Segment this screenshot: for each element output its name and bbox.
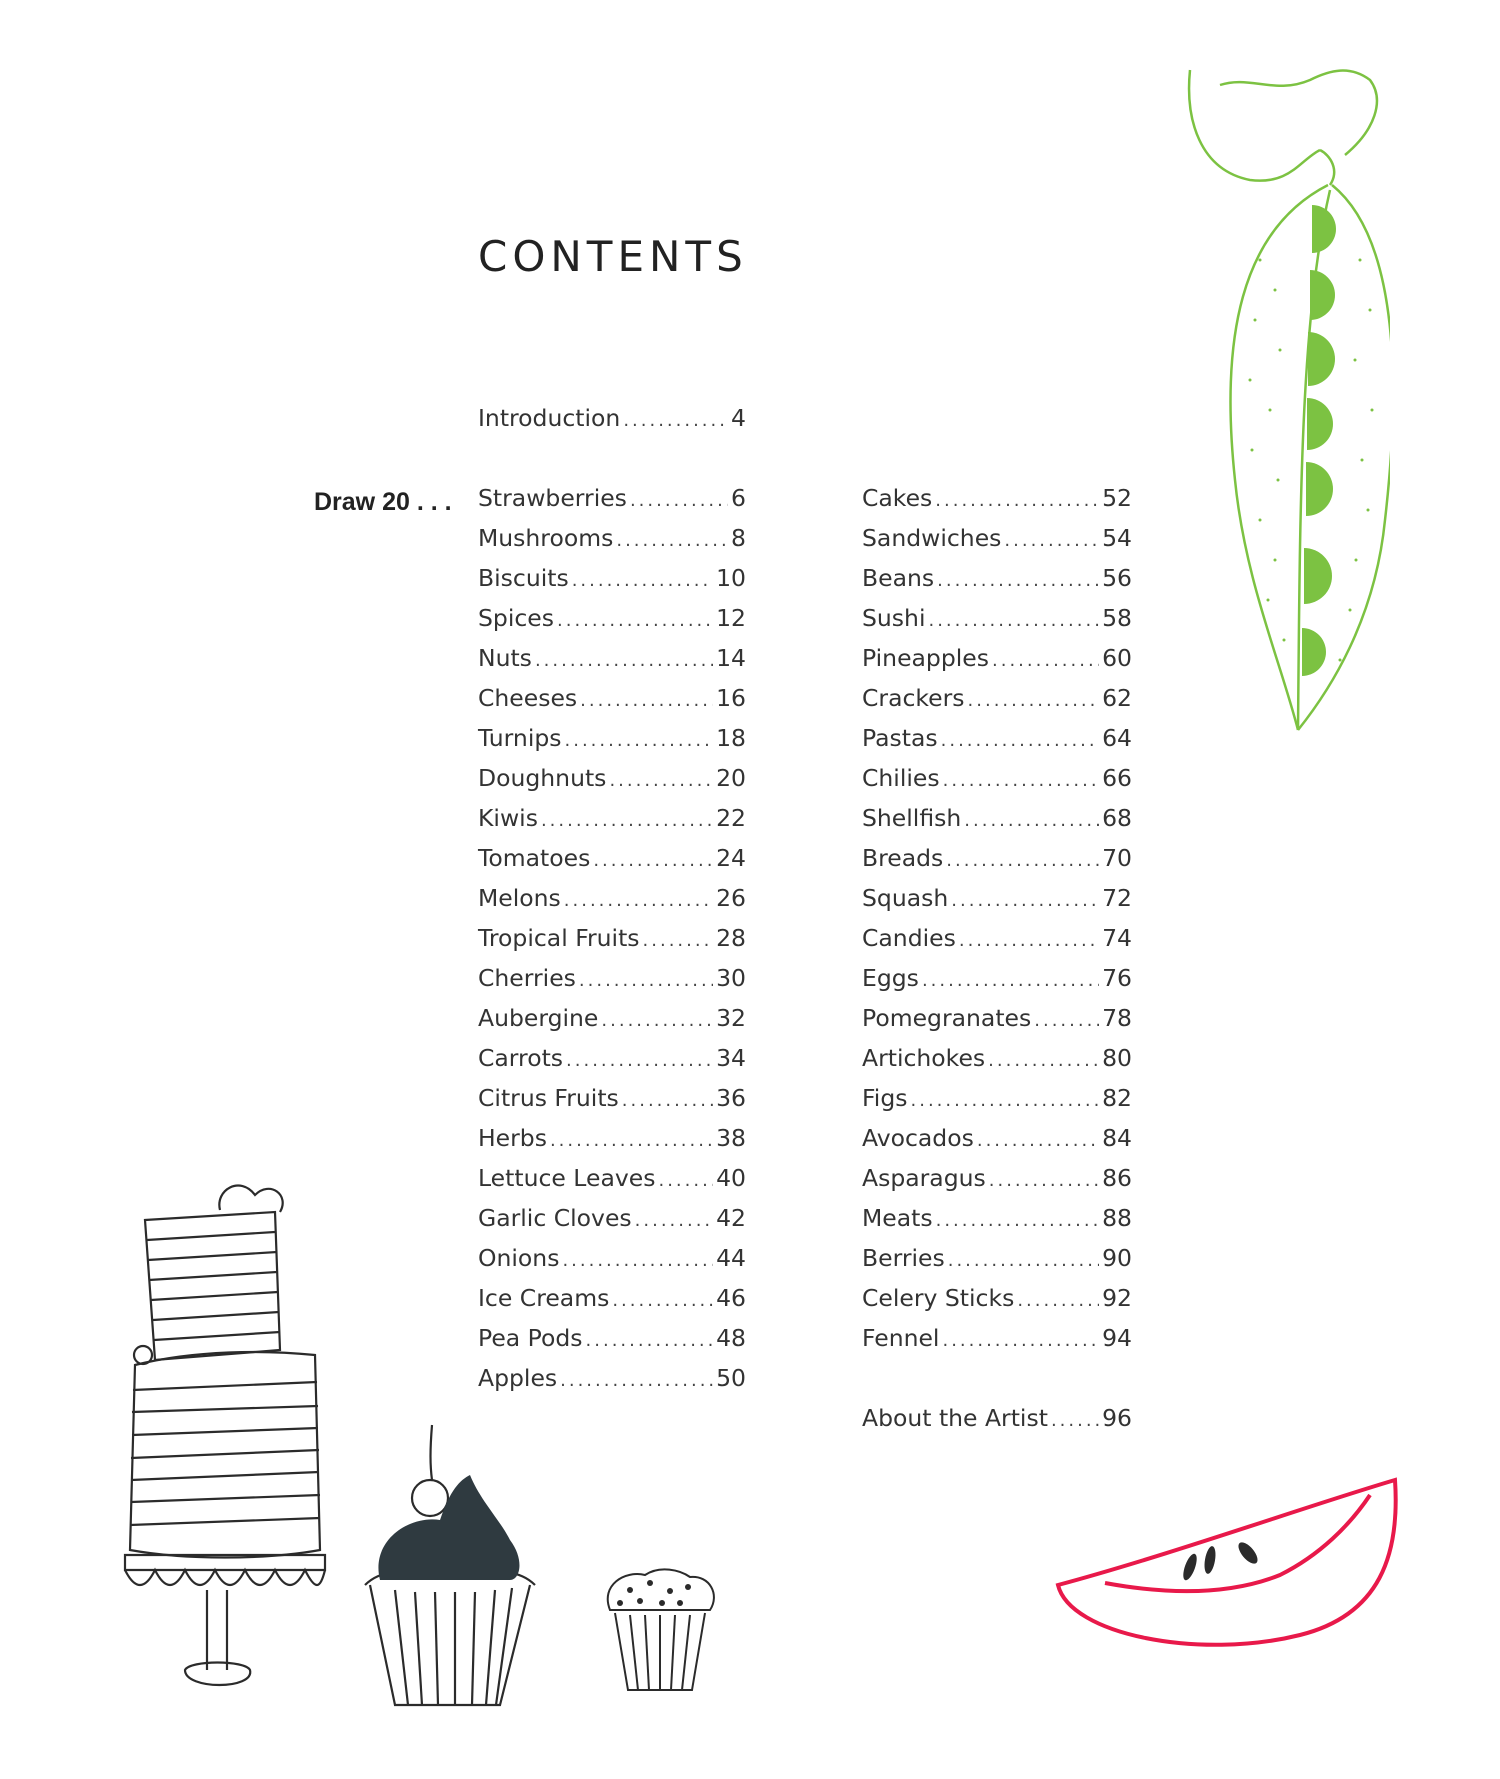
entry-page: 52 <box>1102 484 1132 512</box>
toc-entry-ice-creams[interactable] <box>478 1284 746 1324</box>
entry-page: 18 <box>716 724 746 752</box>
toc-entry-figs[interactable] <box>862 1084 1132 1124</box>
entry-page: 40 <box>716 1164 746 1192</box>
leader-dots <box>565 730 714 751</box>
toc-entry-cheeses[interactable] <box>478 684 746 724</box>
leader-dots <box>616 530 728 551</box>
entry-name: Aubergine <box>478 1004 599 1032</box>
entry-page: 26 <box>716 884 746 912</box>
entry-name: Nuts <box>478 644 532 672</box>
entry-page: 8 <box>731 524 746 552</box>
section-label: Draw 20 . . . <box>314 488 452 516</box>
leader-dots <box>541 810 713 831</box>
entry-page: 86 <box>1102 1164 1132 1192</box>
entry-page: 44 <box>716 1244 746 1272</box>
leader-dots <box>560 1370 713 1391</box>
entry-page: 56 <box>1102 564 1132 592</box>
toc-column-left <box>478 484 746 1404</box>
entry-name: Doughnuts <box>478 764 607 792</box>
entry-name: Ice Creams <box>478 1284 610 1312</box>
toc-column-right <box>862 484 1132 1364</box>
toc-entry-fennel[interactable] <box>862 1324 1132 1364</box>
entry-page: 48 <box>716 1324 746 1352</box>
leader-dots <box>922 970 1099 991</box>
toc-entry-garlic-cloves[interactable] <box>478 1204 746 1244</box>
leader-dots <box>964 810 1099 831</box>
entry-name: Tomatoes <box>478 844 591 872</box>
toc-entry-beans[interactable] <box>862 564 1132 604</box>
leader-dots <box>623 410 728 431</box>
entry-page: 30 <box>716 964 746 992</box>
entry-name: Cakes <box>862 484 933 512</box>
entry-page: 24 <box>716 844 746 872</box>
entry-name: Herbs <box>478 1124 547 1152</box>
entry-page: 76 <box>1102 964 1132 992</box>
leader-dots <box>948 1250 1099 1271</box>
leader-dots <box>562 1250 713 1271</box>
toc-entry-melons[interactable] <box>478 884 746 924</box>
leader-dots <box>593 850 713 871</box>
entry-name: Candies <box>862 924 956 952</box>
entry-name: Eggs <box>862 964 919 992</box>
toc-entry-breads[interactable] <box>862 844 1132 884</box>
toc-entry-chilies[interactable] <box>862 764 1132 804</box>
entry-name: Melons <box>478 884 561 912</box>
leader-dots <box>943 770 1100 791</box>
entry-page: 72 <box>1102 884 1132 912</box>
muffin-illustration <box>600 1565 720 1705</box>
entry-name: Sushi <box>862 604 926 632</box>
entry-page: 58 <box>1102 604 1132 632</box>
entry-name: Biscuits <box>478 564 569 592</box>
leader-dots <box>572 570 713 591</box>
entry-name: Squash <box>862 884 949 912</box>
entry-name: Pea Pods <box>478 1324 583 1352</box>
entry-name: Introduction <box>478 404 621 432</box>
toc-entry-cherries[interactable] <box>478 964 746 1004</box>
entry-name: Fennel <box>862 1324 940 1352</box>
toc-entry-citrus-fruits[interactable] <box>478 1084 746 1124</box>
toc-entry-nuts[interactable] <box>478 644 746 684</box>
entry-page: 78 <box>1102 1004 1132 1032</box>
leader-dots <box>1017 1290 1099 1311</box>
entry-page: 46 <box>716 1284 746 1312</box>
entry-name: Tropical Fruits <box>478 924 640 952</box>
toc-entry-artichokes[interactable] <box>862 1044 1132 1084</box>
toc-entry-pastas[interactable] <box>862 724 1132 764</box>
entry-name: Pineapples <box>862 644 990 672</box>
toc-entry-sandwiches[interactable] <box>862 524 1132 564</box>
entry-name: Carrots <box>478 1044 564 1072</box>
entry-page: 80 <box>1102 1044 1132 1072</box>
entry-name: Pomegranates <box>862 1004 1032 1032</box>
toc-entry-crackers[interactable] <box>862 684 1132 724</box>
entry-page: 4 <box>731 404 746 432</box>
entry-name: Apples <box>478 1364 558 1392</box>
intro-column <box>478 404 746 444</box>
entry-page: 34 <box>716 1044 746 1072</box>
toc-entry-turnips[interactable] <box>478 724 746 764</box>
leader-dots <box>635 1210 713 1231</box>
toc-entry-onions[interactable] <box>478 1244 746 1284</box>
toc-entry-pomegranates[interactable] <box>862 1004 1132 1044</box>
leader-dots <box>564 890 713 911</box>
page-title: CONTENTS <box>478 232 748 281</box>
entry-page: 54 <box>1102 524 1132 552</box>
entry-name: Spices <box>478 604 554 632</box>
leader-dots <box>941 730 1099 751</box>
toc-entry-doughnuts[interactable] <box>478 764 746 804</box>
entry-name: Shellfish <box>862 804 962 832</box>
toc-entry-apples[interactable] <box>478 1364 746 1404</box>
entry-name: Chilies <box>862 764 940 792</box>
toc-entry-meats[interactable] <box>862 1204 1132 1244</box>
entry-name: Pastas <box>862 724 938 752</box>
leader-dots <box>612 1290 713 1311</box>
leader-dots <box>566 1050 713 1071</box>
toc-entry-kiwis[interactable] <box>478 804 746 844</box>
entry-name: Cherries <box>478 964 576 992</box>
entry-name: Mushrooms <box>478 524 614 552</box>
toc-entry-about-the-artist[interactable] <box>862 1404 1132 1444</box>
leader-dots <box>989 1170 1099 1191</box>
toc-entry-celery-sticks[interactable] <box>862 1284 1132 1324</box>
entry-page: 38 <box>716 1124 746 1152</box>
entry-name: Breads <box>862 844 944 872</box>
toc-entry-strawberries[interactable] <box>478 484 746 524</box>
toc-entry-herbs[interactable] <box>478 1124 746 1164</box>
leader-dots <box>1034 1010 1099 1031</box>
leader-dots <box>959 930 1099 951</box>
leader-dots <box>557 610 713 631</box>
cherry-cupcake-illustration <box>360 1420 540 1720</box>
entry-page: 20 <box>716 764 746 792</box>
entry-page: 92 <box>1102 1284 1132 1312</box>
entry-name: Strawberries <box>478 484 627 512</box>
entry-name: Figs <box>862 1084 908 1112</box>
entry-name: Onions <box>478 1244 560 1272</box>
toc-entry-carrots[interactable] <box>478 1044 746 1084</box>
leader-dots <box>609 770 713 791</box>
pea-pod-illustration <box>1180 60 1390 740</box>
toc-entry-pea-pods[interactable] <box>478 1324 746 1364</box>
toc-entry-sushi[interactable] <box>862 604 1132 644</box>
entry-name: Citrus Fruits <box>478 1084 619 1112</box>
entry-name: Garlic Cloves <box>478 1204 632 1232</box>
entry-page: 42 <box>716 1204 746 1232</box>
about-column <box>862 1404 1132 1444</box>
leader-dots <box>951 890 1099 911</box>
entry-page: 14 <box>716 644 746 672</box>
entry-name: Asparagus <box>862 1164 986 1192</box>
entry-name: Sandwiches <box>862 524 1002 552</box>
leader-dots <box>550 1130 713 1151</box>
toc-entry-mushrooms[interactable] <box>478 524 746 564</box>
entry-page: 88 <box>1102 1204 1132 1232</box>
leader-dots <box>535 650 713 671</box>
entry-page: 66 <box>1102 764 1132 792</box>
leader-dots <box>579 970 713 991</box>
entry-page: 22 <box>716 804 746 832</box>
leader-dots <box>937 570 1099 591</box>
leader-dots <box>911 1090 1100 1111</box>
leader-dots <box>942 1330 1099 1351</box>
leader-dots <box>586 1330 714 1351</box>
toc-entry-shellfish[interactable] <box>862 804 1132 844</box>
entry-page: 32 <box>716 1004 746 1032</box>
toc-entry-eggs[interactable] <box>862 964 1132 1004</box>
leader-dots <box>968 690 1100 711</box>
leader-dots <box>643 930 714 951</box>
toc-entry-squash[interactable] <box>862 884 1132 924</box>
entry-page: 96 <box>1102 1404 1132 1432</box>
entry-name: Avocados <box>862 1124 974 1152</box>
entry-page: 10 <box>716 564 746 592</box>
entry-page: 62 <box>1102 684 1132 712</box>
leader-dots <box>1004 530 1099 551</box>
toc-entry-tomatoes[interactable] <box>478 844 746 884</box>
entry-name: Meats <box>862 1204 933 1232</box>
entry-name: Cheeses <box>478 684 578 712</box>
toc-entry-candies[interactable] <box>862 924 1132 964</box>
leader-dots <box>580 690 713 711</box>
leader-dots <box>936 1210 1100 1231</box>
entry-page: 50 <box>716 1364 746 1392</box>
entry-page: 84 <box>1102 1124 1132 1152</box>
toc-entry-introduction[interactable] <box>478 404 746 444</box>
entry-page: 64 <box>1102 724 1132 752</box>
toc-entry-cakes[interactable] <box>862 484 1132 524</box>
leader-dots <box>992 650 1099 671</box>
leader-dots <box>622 1090 713 1111</box>
leader-dots <box>988 1050 1099 1071</box>
entry-page: 12 <box>716 604 746 632</box>
entry-page: 90 <box>1102 1244 1132 1272</box>
leader-dots <box>928 610 1099 631</box>
leader-dots <box>946 850 1099 871</box>
toc-entry-tropical-fruits[interactable] <box>478 924 746 964</box>
entry-page: 6 <box>731 484 746 512</box>
apple-slice-illustration <box>1050 1475 1410 1665</box>
toc-entry-aubergine[interactable] <box>478 1004 746 1044</box>
entry-page: 68 <box>1102 804 1132 832</box>
entry-page: 36 <box>716 1084 746 1112</box>
entry-page: 28 <box>716 924 746 952</box>
leader-dots <box>977 1130 1099 1151</box>
entry-name: Kiwis <box>478 804 538 832</box>
entry-name: Berries <box>862 1244 945 1272</box>
toc-entry-pineapples[interactable] <box>862 644 1132 684</box>
layer-cake-illustration <box>115 1150 345 1710</box>
leader-dots <box>630 490 728 511</box>
leader-dots <box>601 1010 713 1031</box>
toc-entry-lettuce-leaves[interactable] <box>478 1164 746 1204</box>
entry-page: 60 <box>1102 644 1132 672</box>
entry-name: Beans <box>862 564 935 592</box>
leader-dots <box>1051 1410 1099 1431</box>
entry-name: Celery Sticks <box>862 1284 1015 1312</box>
leader-dots <box>935 490 1099 511</box>
toc-entry-spices[interactable] <box>478 604 746 644</box>
entry-name: Lettuce Leaves <box>478 1164 656 1192</box>
entry-name: Turnips <box>478 724 562 752</box>
toc-entry-avocados[interactable] <box>862 1124 1132 1164</box>
toc-entry-asparagus[interactable] <box>862 1164 1132 1204</box>
leader-dots <box>658 1170 713 1191</box>
entry-name: Crackers <box>862 684 965 712</box>
entry-page: 70 <box>1102 844 1132 872</box>
entry-name: About the Artist <box>862 1404 1048 1432</box>
toc-entry-berries[interactable] <box>862 1244 1132 1284</box>
entry-page: 82 <box>1102 1084 1132 1112</box>
entry-page: 74 <box>1102 924 1132 952</box>
toc-entry-biscuits[interactable] <box>478 564 746 604</box>
entry-name: Artichokes <box>862 1044 986 1072</box>
entry-page: 94 <box>1102 1324 1132 1352</box>
entry-page: 16 <box>716 684 746 712</box>
